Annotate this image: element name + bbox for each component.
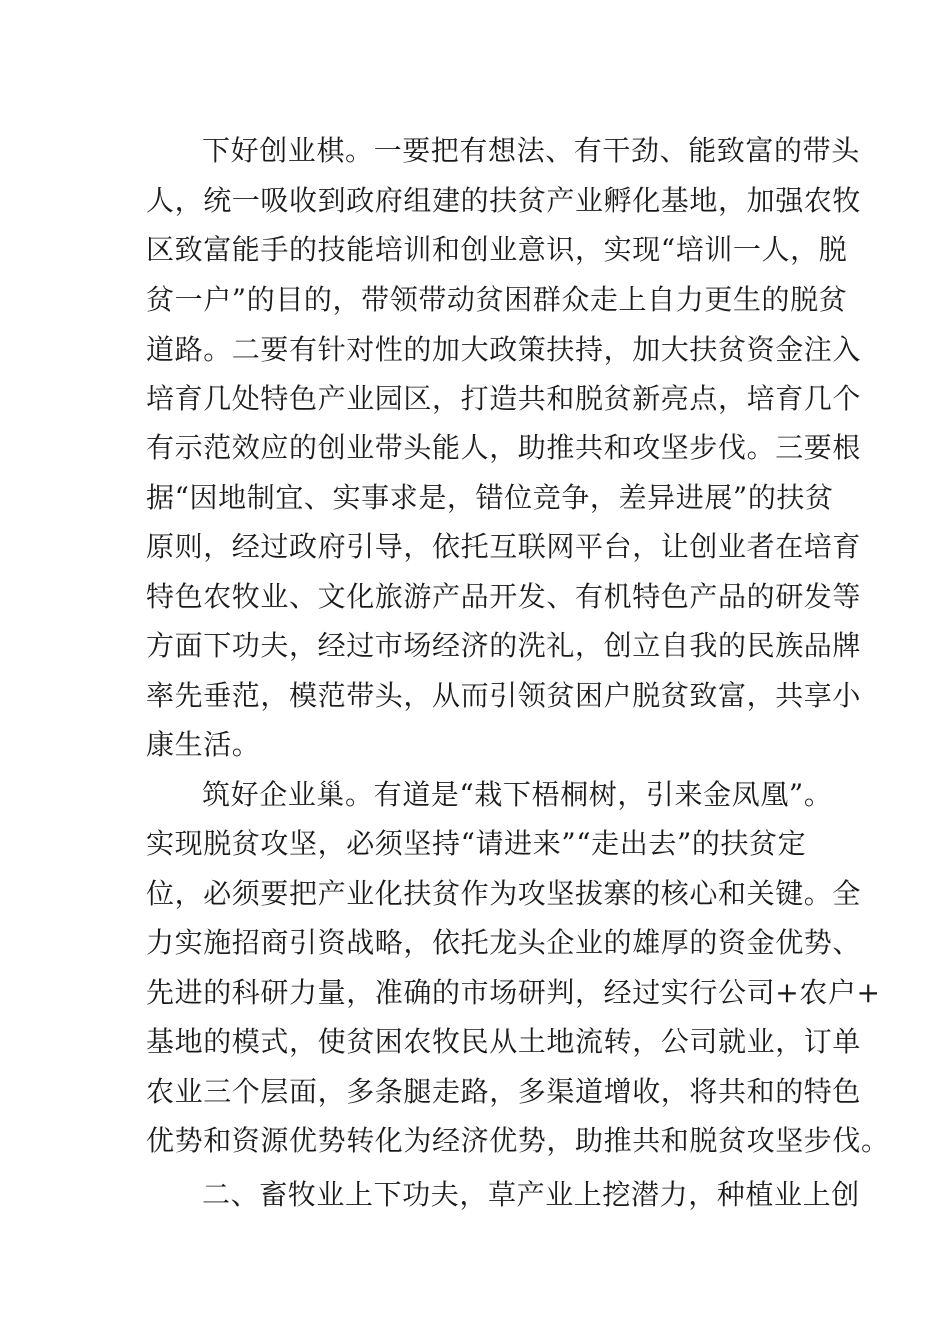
text-line: 贫一户”的目的，带领带动贫困群众走上自力更生的脱贫 — [146, 283, 848, 316]
text-line: 据“因地制宜、实事求是，错位竞争，差异进展”的扶贫 — [146, 481, 834, 514]
text-line: 人，统一吸收到政府组建的扶贫产业孵化基地，加强农牧 — [146, 184, 862, 217]
text-line: 基地的模式，使贫困农牧民从土地流转，公司就业，订单 — [146, 1025, 862, 1058]
text-line: 原则，经过政府引导，依托互联网平台，让创业者在培育 — [146, 530, 862, 563]
text-line: 力实施招商引资战略，依托龙头企业的雄厚的资金优势、 — [146, 926, 862, 959]
text-line: 培育几处特色产业园区，打造共和脱贫新亮点，培育几个 — [146, 382, 862, 415]
text-line: 筑好企业巢。有道是“栽下梧桐树，引来金凤凰”。 — [202, 778, 833, 811]
text-line: 方面下功夫，经过市场经济的洗礼，创立自我的民族品牌 — [146, 629, 862, 662]
text-line: 道路。二要有针对性的加大政策扶持，加大扶贫资金注入 — [146, 333, 862, 366]
text-line: 优势和资源优势转化为经济优势，助推共和脱贫攻坚步伐。 — [146, 1124, 890, 1157]
text-line: 康生活。 — [146, 728, 261, 761]
text-line: 有示范效应的创业带头能人，助推共和攻坚步伐。三要根 — [146, 431, 862, 464]
text-line: 实现脱贫攻坚，必须坚持“请进来”“走出去”的扶贫定 — [146, 827, 807, 860]
text-line: 特色农牧业、文化旅游产品开发、有机特色产品的研发等 — [146, 580, 862, 613]
text-line: 位，必须要把产业化扶贫作为攻坚拔寨的核心和关键。全 — [146, 877, 862, 910]
text-line: 农业三个层面，多条腿走路，多渠道增收，将共和的特色 — [146, 1075, 862, 1108]
text-line: 二、畜牧业上下功夫，草产业上挖潜力，种植业上创 — [202, 1178, 860, 1211]
text-line: 先进的科研力量，准确的市场研判，经过实行公司+农户+ — [146, 976, 881, 1009]
text-line: 下好创业棋。一要把有想法、有干劲、能致富的带头 — [202, 134, 860, 167]
text-line: 区致富能手的技能培训和创业意识，实现“培训一人，脱 — [146, 233, 848, 266]
text-line: 率先垂范，模范带头，从而引领贫困户脱贫致富，共享小 — [146, 679, 862, 712]
